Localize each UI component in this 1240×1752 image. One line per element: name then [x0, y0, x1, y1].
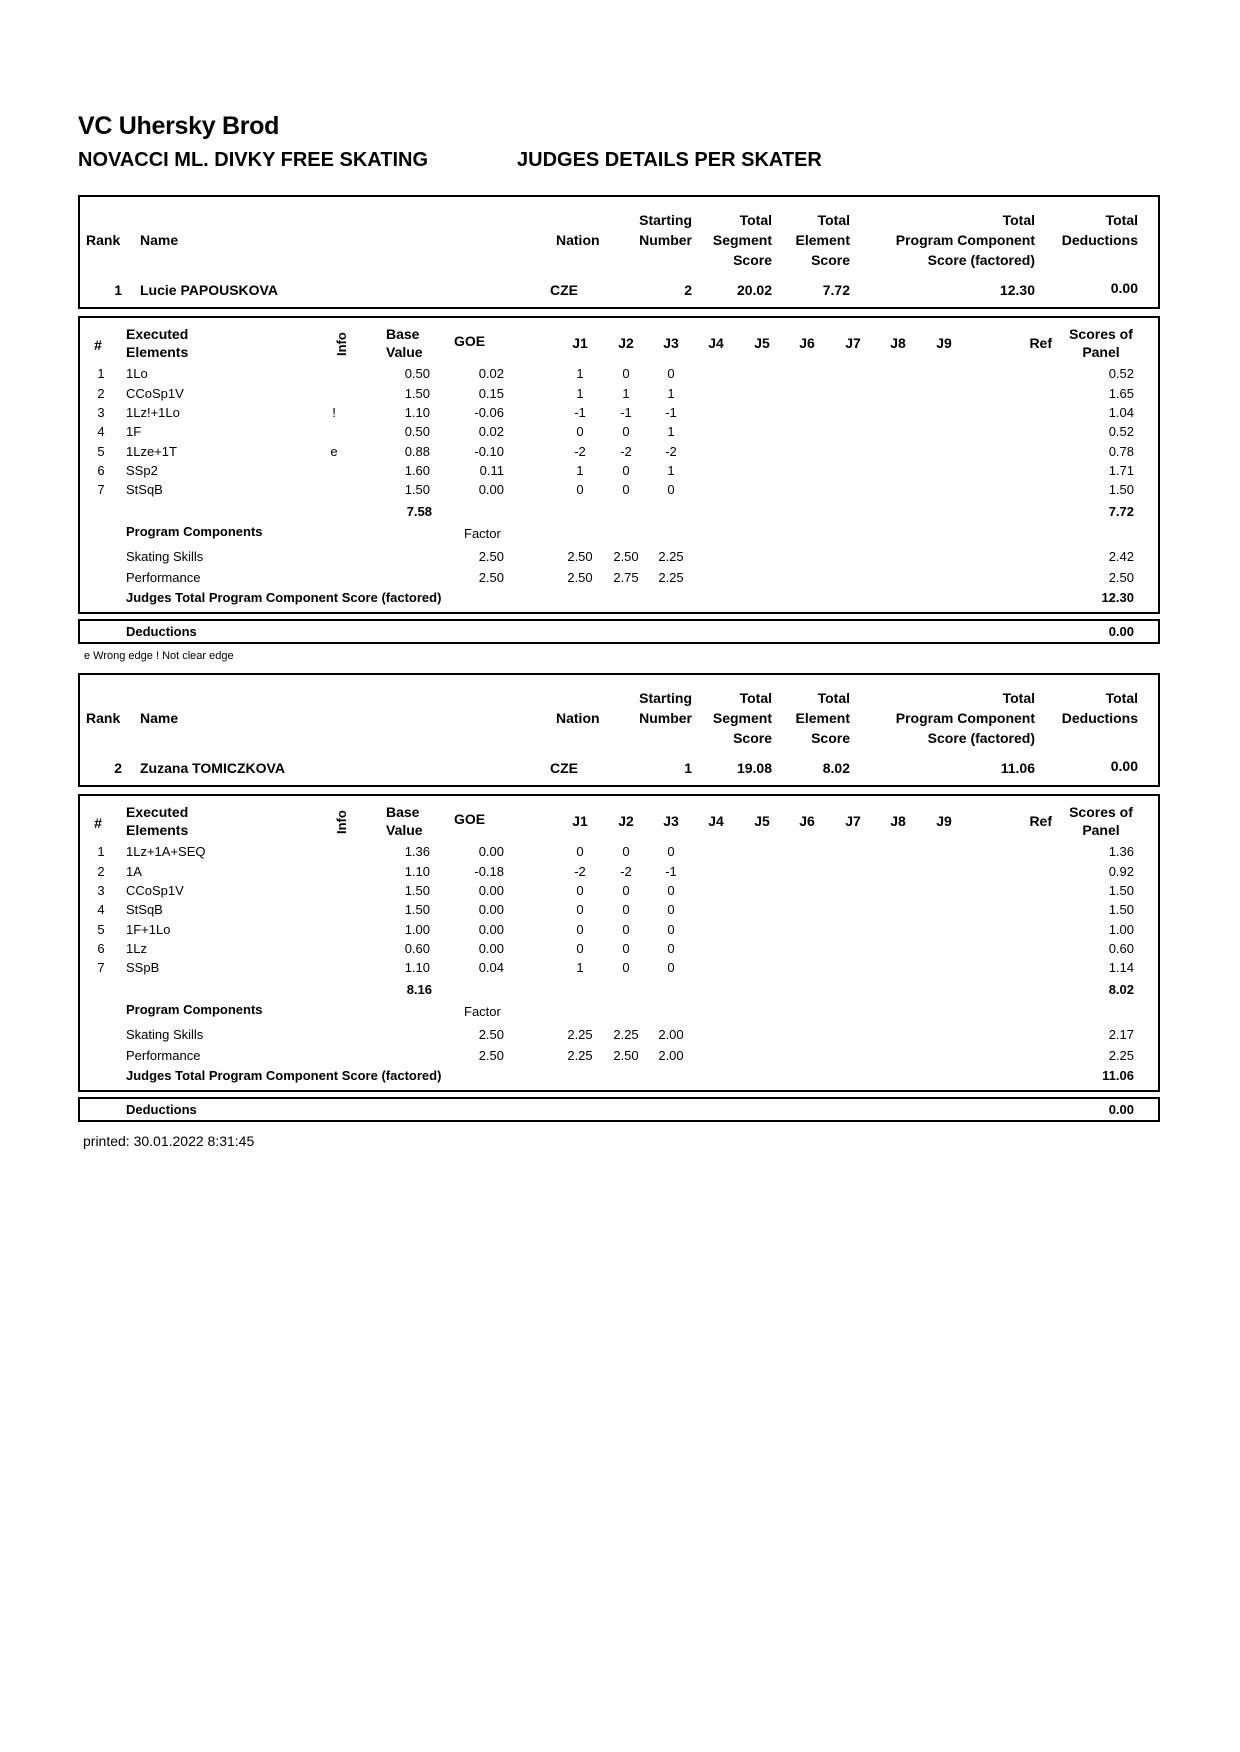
judge-header-9: J9: [936, 813, 952, 829]
judge-header-5: J5: [754, 813, 770, 829]
element-judge-1: 0: [576, 883, 584, 898]
judge-header-2: J2: [618, 335, 634, 351]
element-judge-1: 0: [576, 844, 584, 859]
element-base-value: 0.50: [404, 366, 430, 381]
tss-header-1: Total: [739, 212, 772, 228]
total-deductions: 0.00: [1110, 758, 1138, 774]
component-judge-3: 2.00: [658, 1048, 684, 1063]
total-pcs-score: 12.30: [999, 282, 1035, 298]
nation-header: Nation: [556, 232, 600, 248]
element-judge-2: 0: [622, 960, 630, 975]
ded-header-2: Deductions: [1061, 710, 1138, 726]
tes-header-3: Score: [811, 730, 850, 746]
component-judge-3: 2.25: [658, 570, 684, 585]
starting-header-1: Starting: [639, 690, 692, 706]
executed-header-1: Executed: [126, 326, 189, 342]
tss-header-2: Segment: [712, 232, 772, 248]
element-base-value: 1.50: [404, 386, 430, 401]
tes-header-3: Score: [811, 252, 850, 268]
element-goe: 0.15: [478, 386, 504, 401]
base-header-1: Base: [386, 326, 420, 342]
element-judge-2: 0: [622, 366, 630, 381]
component-judge-2: 2.75: [613, 570, 639, 585]
scores-header-2: Panel: [1082, 822, 1120, 838]
component-judge-1: 2.50: [567, 570, 593, 585]
element-base-value: 1.00: [404, 922, 430, 937]
executed-header-1: Executed: [126, 804, 189, 820]
element-base-value: 1.50: [404, 883, 430, 898]
component-factor: 2.50: [478, 1048, 504, 1063]
element-judge-3: 0: [667, 883, 675, 898]
element-goe: 0.04: [478, 960, 504, 975]
pcs-factored-total: 11.06: [1102, 1068, 1134, 1083]
component-panel-score: 2.17: [1108, 1027, 1134, 1042]
component-judge-2: 2.50: [613, 549, 639, 564]
skater-rank: 2: [114, 760, 122, 776]
element-judge-2: 0: [622, 482, 630, 497]
component-factor: 2.50: [478, 570, 504, 585]
judge-header-7: J7: [845, 335, 861, 351]
scores-header-2: Panel: [1082, 344, 1120, 360]
judge-header-8: J8: [890, 813, 906, 829]
tss-header-1: Total: [739, 690, 772, 706]
ded-header-2: Deductions: [1061, 232, 1138, 248]
judge-header-4: J4: [708, 813, 724, 829]
rank-header: Rank: [86, 710, 121, 726]
element-name: 1A: [126, 864, 142, 879]
element-number: 7: [97, 482, 105, 497]
component-panel-score: 2.25: [1108, 1048, 1134, 1063]
component-judge-3: 2.00: [658, 1027, 684, 1042]
element-panel-score: 1.36: [1108, 844, 1134, 859]
ded-header-1: Total: [1105, 212, 1138, 228]
component-judge-1: 2.50: [567, 549, 593, 564]
tss-header-2: Segment: [712, 710, 772, 726]
element-judge-2: 0: [622, 883, 630, 898]
element-judge-2: 0: [622, 941, 630, 956]
pcs-header-3: Score (factored): [927, 252, 1035, 268]
judge-header-4: J4: [708, 335, 724, 351]
element-goe: 0.00: [478, 883, 504, 898]
deductions-label: Deductions: [126, 624, 197, 639]
judge-header-3: J3: [663, 813, 679, 829]
element-judge-2: -2: [620, 864, 632, 879]
skater-rank: 1: [114, 282, 122, 298]
report-title: JUDGES DETAILS PER SKATER: [517, 149, 822, 171]
element-number: 4: [97, 424, 105, 439]
element-base-value: 0.50: [404, 424, 430, 439]
element-name: CCoSp1V: [126, 883, 184, 898]
total-element-score: 7.72: [822, 282, 850, 298]
tss-header-3: Score: [733, 730, 772, 746]
program-components-label: Program Components: [126, 524, 263, 539]
element-goe: 0.02: [478, 424, 504, 439]
component-judge-2: 2.25: [613, 1027, 639, 1042]
element-goe: -0.06: [474, 405, 504, 420]
element-panel-score: 1.14: [1108, 960, 1134, 975]
pcs-header-3: Score (factored): [927, 730, 1035, 746]
element-name: 1F: [126, 424, 142, 439]
element-name: 1Lz: [126, 941, 147, 956]
element-name: CCoSp1V: [126, 386, 184, 401]
element-number: 1: [97, 366, 105, 381]
element-judge-1: -2: [574, 444, 586, 459]
element-panel-score: 1.50: [1108, 902, 1134, 917]
category-title: NOVACCI ML. DIVKY FREE SKATING: [78, 149, 429, 171]
info-header: Info: [334, 332, 349, 356]
pcs-factored-total: 12.30: [1101, 590, 1134, 605]
factor-label: Factor: [464, 526, 501, 541]
executed-header-2: Elements: [126, 344, 189, 360]
element-number: 2: [97, 864, 105, 879]
base-header-1: Base: [386, 804, 420, 820]
element-panel-score: 0.78: [1108, 444, 1134, 459]
tes-header-1: Total: [817, 690, 850, 706]
component-judge-3: 2.25: [658, 549, 684, 564]
deductions-value: 0.00: [1108, 1102, 1134, 1117]
scores-header-1: Scores of: [1069, 326, 1133, 342]
element-name: 1Lo: [126, 366, 148, 381]
starting-header-2: Number: [639, 232, 692, 248]
component-factor: 2.50: [478, 1027, 504, 1042]
element-judge-3: 1: [667, 424, 675, 439]
element-base-value: 0.60: [404, 941, 430, 956]
nation-header: Nation: [556, 710, 600, 726]
element-number: 2: [97, 386, 105, 401]
element-info: e: [330, 444, 338, 459]
judge-header-5: J5: [754, 335, 770, 351]
num-header: #: [94, 337, 102, 353]
pcs-header-2: Program Component: [895, 232, 1035, 248]
element-judge-2: 0: [622, 902, 630, 917]
deductions-label: Deductions: [126, 1102, 197, 1117]
tss-header-3: Score: [733, 252, 772, 268]
name-header: Name: [140, 232, 179, 248]
element-base-value: 1.10: [404, 960, 430, 975]
element-judge-1: 0: [576, 902, 584, 917]
element-judge-1: 0: [576, 424, 584, 439]
element-name: 1Lze+1T: [126, 444, 177, 459]
element-base-value: 1.36: [404, 844, 430, 859]
total-segment-score: 19.08: [736, 760, 772, 776]
element-name: StSqB: [126, 902, 163, 917]
legend: e Wrong edge ! Not clear edge: [84, 650, 234, 662]
tes-header-2: Element: [795, 710, 850, 726]
component-name: Skating Skills: [126, 1027, 204, 1042]
base-header-2: Value: [386, 822, 423, 838]
component-judge-1: 2.25: [567, 1027, 593, 1042]
skater-start-number: 1: [684, 760, 692, 776]
element-name: StSqB: [126, 482, 163, 497]
element-judge-2: 0: [622, 463, 630, 478]
element-base-value: 1.10: [404, 864, 430, 879]
element-goe: -0.18: [474, 864, 504, 879]
program-components-label: Program Components: [126, 1002, 263, 1017]
component-panel-score: 2.42: [1108, 549, 1134, 564]
judges-total-label: Judges Total Program Component Score (factored): [126, 1068, 442, 1083]
element-judge-2: 0: [622, 922, 630, 937]
judges-total-label: Judges Total Program Component Score (factored): [126, 590, 442, 605]
element-judge-3: -2: [665, 444, 677, 459]
element-goe: 0.00: [478, 941, 504, 956]
scores-header-1: Scores of: [1069, 804, 1133, 820]
judge-header-7: J7: [845, 813, 861, 829]
element-panel-score: 1.00: [1108, 922, 1134, 937]
element-number: 1: [97, 844, 105, 859]
element-judge-3: 1: [667, 386, 675, 401]
element-number: 5: [97, 444, 105, 459]
element-judge-3: 1: [667, 463, 675, 478]
judge-header-1: J1: [572, 813, 588, 829]
deductions-box: [78, 619, 1160, 644]
element-goe: 0.00: [478, 482, 504, 497]
element-name: 1F+1Lo: [126, 922, 171, 937]
goe-header: GOE: [454, 333, 486, 349]
element-judge-2: -1: [620, 405, 632, 420]
element-judge-3: -1: [665, 405, 677, 420]
factor-label: Factor: [464, 1004, 501, 1019]
judge-header-8: J8: [890, 335, 906, 351]
elements-score-total: 7.72: [1108, 504, 1134, 519]
element-judge-3: 0: [667, 960, 675, 975]
element-judge-3: 0: [667, 482, 675, 497]
component-panel-score: 2.50: [1108, 570, 1134, 585]
num-header: #: [94, 815, 102, 831]
element-goe: 0.00: [478, 902, 504, 917]
component-name: Performance: [126, 570, 201, 585]
element-judge-1: 0: [576, 922, 584, 937]
element-base-value: 1.50: [404, 902, 430, 917]
ref-header: Ref: [1029, 335, 1052, 351]
element-judge-3: -1: [665, 864, 677, 879]
element-panel-score: 1.65: [1108, 386, 1134, 401]
tes-header-1: Total: [817, 212, 850, 228]
element-goe: 0.00: [478, 844, 504, 859]
judge-header-2: J2: [618, 813, 634, 829]
pcs-header-1: Total: [1002, 212, 1035, 228]
element-goe: 0.00: [478, 922, 504, 937]
judge-header-6: J6: [799, 813, 815, 829]
elements-score-total: 8.02: [1108, 982, 1134, 997]
base-value-total: 7.58: [406, 504, 432, 519]
element-judge-3: 0: [667, 366, 675, 381]
element-number: 3: [97, 405, 105, 420]
element-base-value: 1.10: [404, 405, 430, 420]
component-judge-2: 2.50: [613, 1048, 639, 1063]
total-deductions: 0.00: [1110, 280, 1138, 296]
element-judge-1: 0: [576, 941, 584, 956]
skater-nation: CZE: [550, 760, 578, 776]
executed-header-2: Elements: [126, 822, 189, 838]
info-header: Info: [334, 810, 349, 834]
element-panel-score: 0.52: [1108, 424, 1134, 439]
printed-timestamp: printed: 30.01.2022 8:31:45: [83, 1133, 255, 1149]
component-name: Performance: [126, 1048, 201, 1063]
element-judge-1: 0: [576, 482, 584, 497]
element-base-value: 1.60: [404, 463, 430, 478]
element-panel-score: 0.92: [1108, 864, 1134, 879]
element-base-value: 0.88: [404, 444, 430, 459]
judge-header-6: J6: [799, 335, 815, 351]
element-name: SSpB: [126, 960, 160, 975]
element-number: 3: [97, 883, 105, 898]
element-name: SSp2: [126, 463, 158, 478]
element-judge-3: 0: [667, 941, 675, 956]
component-judge-1: 2.25: [567, 1048, 593, 1063]
element-judge-1: 1: [576, 366, 584, 381]
element-goe: -0.10: [474, 444, 504, 459]
skater-nation: CZE: [550, 282, 578, 298]
element-base-value: 1.50: [404, 482, 430, 497]
element-judge-3: 0: [667, 844, 675, 859]
tes-header-2: Element: [795, 232, 850, 248]
element-number: 6: [97, 463, 105, 478]
deductions-value: 0.00: [1108, 624, 1134, 639]
element-name: 1Lz!+1Lo: [126, 405, 180, 420]
goe-header: GOE: [454, 811, 486, 827]
element-judge-3: 0: [667, 902, 675, 917]
element-judge-1: 1: [576, 463, 584, 478]
element-judge-1: -2: [574, 864, 586, 879]
element-judge-1: -1: [574, 405, 586, 420]
element-panel-score: 0.60: [1108, 941, 1134, 956]
element-info: !: [332, 405, 336, 420]
skater-name: Zuzana TOMICZKOVA: [140, 760, 285, 776]
element-panel-score: 1.50: [1108, 482, 1134, 497]
rank-header: Rank: [86, 232, 121, 248]
element-judge-1: 1: [576, 960, 584, 975]
element-number: 4: [97, 902, 105, 917]
element-panel-score: 1.04: [1108, 405, 1134, 420]
event-title: VC Uhersky Brod: [78, 112, 280, 140]
element-panel-score: 1.50: [1108, 883, 1134, 898]
element-number: 7: [97, 960, 105, 975]
element-judge-3: 0: [667, 922, 675, 937]
name-header: Name: [140, 710, 179, 726]
element-judge-2: 0: [622, 844, 630, 859]
element-judge-2: 1: [622, 386, 630, 401]
element-name: 1Lz+1A+SEQ: [126, 844, 206, 859]
total-pcs-score: 11.06: [1000, 760, 1035, 776]
deductions-box: [78, 1097, 1160, 1122]
element-number: 6: [97, 941, 105, 956]
element-panel-score: 0.52: [1108, 366, 1134, 381]
starting-header-2: Number: [639, 710, 692, 726]
judge-header-9: J9: [936, 335, 952, 351]
judge-header-1: J1: [572, 335, 588, 351]
ref-header: Ref: [1029, 813, 1052, 829]
base-value-total: 8.16: [406, 982, 432, 997]
skater-start-number: 2: [684, 282, 692, 298]
ded-header-1: Total: [1105, 690, 1138, 706]
total-segment-score: 20.02: [736, 282, 772, 298]
component-factor: 2.50: [478, 549, 504, 564]
pcs-header-1: Total: [1002, 690, 1035, 706]
judge-header-3: J3: [663, 335, 679, 351]
element-goe: 0.11: [479, 463, 504, 478]
starting-header-1: Starting: [639, 212, 692, 228]
element-goe: 0.02: [478, 366, 504, 381]
skater-name: Lucie PAPOUSKOVA: [140, 282, 278, 298]
base-header-2: Value: [386, 344, 423, 360]
element-judge-2: 0: [622, 424, 630, 439]
element-judge-2: -2: [620, 444, 632, 459]
element-number: 5: [97, 922, 105, 937]
element-panel-score: 1.71: [1108, 463, 1134, 478]
pcs-header-2: Program Component: [895, 710, 1035, 726]
element-judge-1: 1: [576, 386, 584, 401]
total-element-score: 8.02: [822, 760, 850, 776]
component-name: Skating Skills: [126, 549, 204, 564]
